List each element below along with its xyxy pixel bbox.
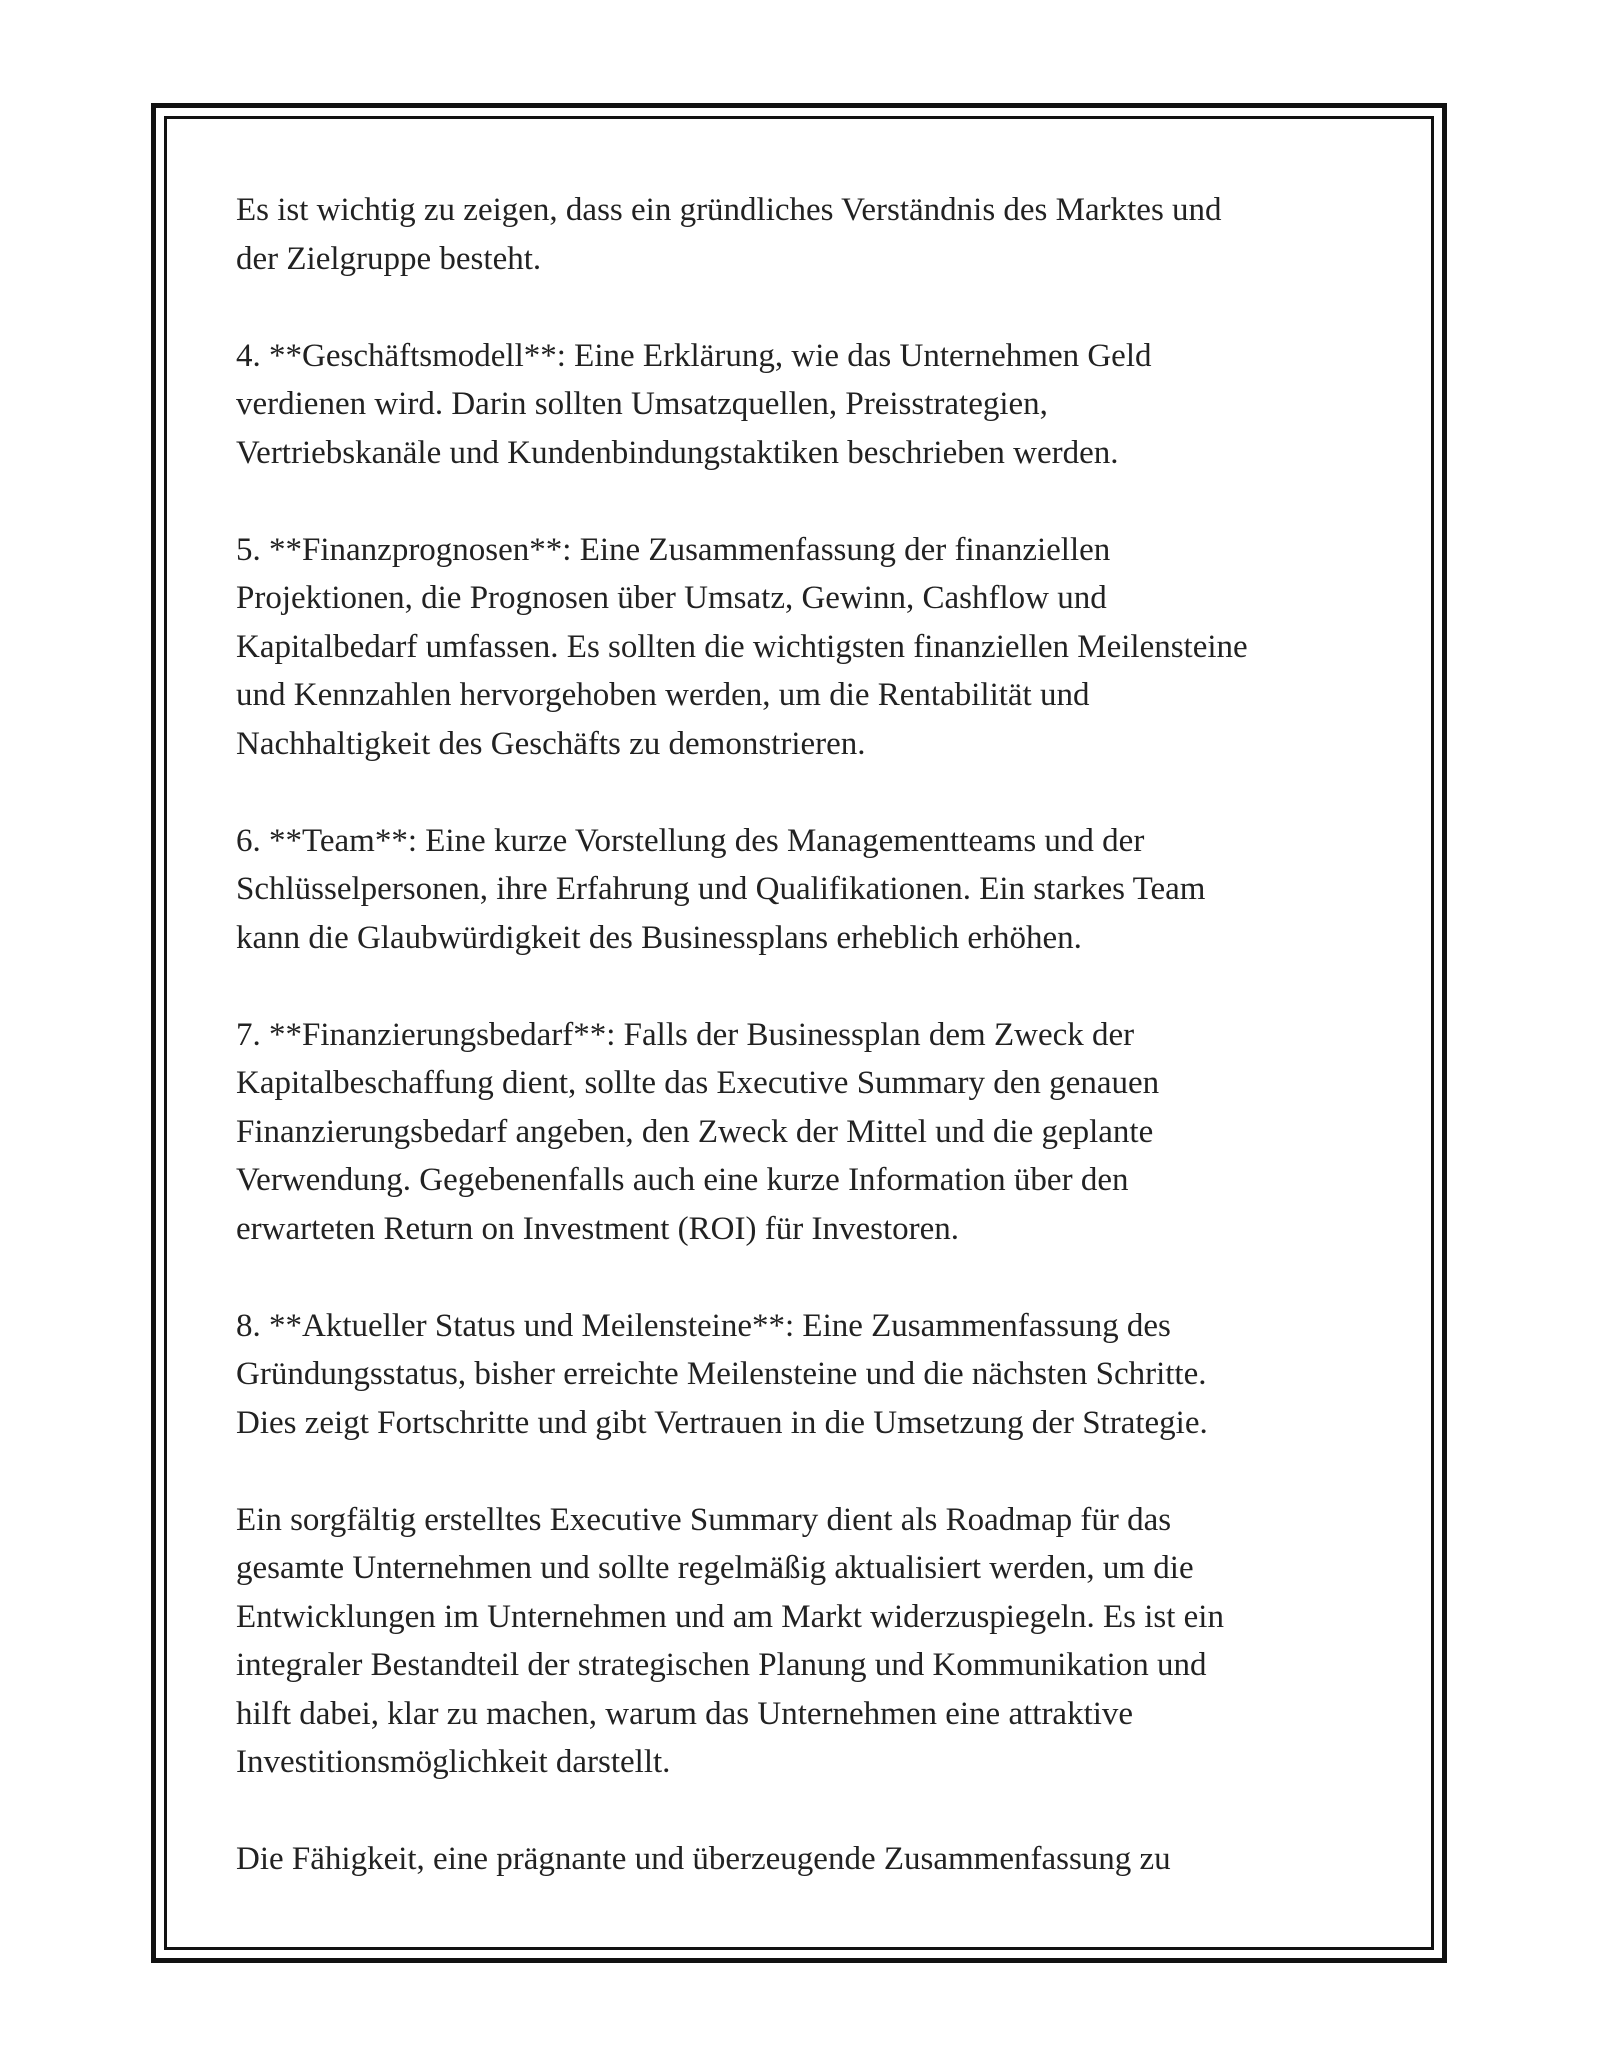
text-line: erwarteten Return on Investment (ROI) für Investoren. <box>236 1210 960 1247</box>
text-line: Entwicklungen im Unternehmen und am Markt widerzuspiegeln. Es ist ein <box>236 1598 1224 1635</box>
text-line: 6. **Team**: Eine kurze Vorstellung des Managementteams und der <box>236 822 1145 859</box>
text-line: Vertriebskanäle und Kundenbindungstaktiken beschrieben werden. <box>236 434 1119 471</box>
text-line: Projektionen, die Prognosen über Umsatz, Gewinn, Cashflow und <box>236 580 1107 616</box>
text-line: 4. **Geschäftsmodell**: Eine Erklärung, wie das Unternehmen Geld <box>236 337 1152 374</box>
text-line: Kapitalbedarf umfassen. Es sollten die wichtigsten finanziellen Meilensteine <box>236 628 1248 665</box>
paragraph-closing <box>236 1835 1376 1884</box>
text-line: hilft dabei, klar zu machen, warum das Unternehmen eine attraktive <box>236 1695 1134 1732</box>
text-line: gesamte Unternehmen und sollte regelmäßig aktualisiert werden, um die <box>236 1550 1194 1586</box>
text-line: 8. **Aktueller Status und Meilensteine**: Eine Zusammenfassung des <box>236 1307 1171 1344</box>
paragraph-status-milestones <box>236 1302 1376 1448</box>
paragraph-summary-roadmap <box>236 1496 1376 1787</box>
text-line: Dies zeigt Fortschritte und gibt Vertrauen in die Umsetzung der Strategie. <box>236 1404 1208 1441</box>
text-line: Gründungsstatus, bisher erreichte Meilensteine und die nächsten Schritte. <box>236 1356 1207 1392</box>
text-line: und Kennzahlen hervorgehoben werden, um die Rentabilität und <box>236 677 1090 713</box>
text-line: 5. **Finanzprognosen**: Eine Zusammenfassung der finanziellen <box>236 531 1111 568</box>
text-line: Investitionsmöglichkeit darstellt. <box>236 1744 671 1780</box>
paragraph-business-model <box>236 332 1376 478</box>
text-line: Finanzierungsbedarf angeben, den Zweck der Mittel und die geplante <box>236 1113 1154 1150</box>
text-line: integraler Bestandteil der strategischen Planung und Kommunikation und <box>236 1647 1207 1683</box>
text-line: der Zielgruppe besteht. <box>236 240 542 277</box>
text-line: Nachhaltigkeit des Geschäfts zu demonstrieren. <box>236 725 866 762</box>
paragraph-team <box>236 817 1376 963</box>
text-line: Es ist wichtig zu zeigen, dass ein gründliches Verständnis des Marktes und <box>236 192 1222 228</box>
document-body <box>236 186 1376 1884</box>
paragraph-financial-forecasts <box>236 526 1376 769</box>
paragraph-market-understanding <box>236 186 1376 283</box>
text-line: kann die Glaubwürdigkeit des Businessplans erheblich erhöhen. <box>236 919 1082 956</box>
text-line: Schlüsselpersonen, ihre Erfahrung und Qualifikationen. Ein starkes Team <box>236 871 1206 907</box>
text-line: Verwendung. Gegebenenfalls auch eine kurze Information über den <box>236 1162 1129 1198</box>
text-line: 7. **Finanzierungsbedarf**: Falls der Businessplan dem Zweck der <box>236 1016 1135 1053</box>
text-line: Die Fähigkeit, eine prägnante und überzeugende Zusammenfassung zu <box>236 1841 1171 1877</box>
text-line: Ein sorgfältig erstelltes Executive Summary dient als Roadmap für das <box>236 1501 1172 1538</box>
paragraph-financing-needs <box>236 1011 1376 1254</box>
text-line: Kapitalbeschaffung dient, sollte das Executive Summary den genauen <box>236 1065 1160 1101</box>
text-line: verdienen wird. Darin sollten Umsatzquellen, Preisstrategien, <box>236 386 1048 422</box>
